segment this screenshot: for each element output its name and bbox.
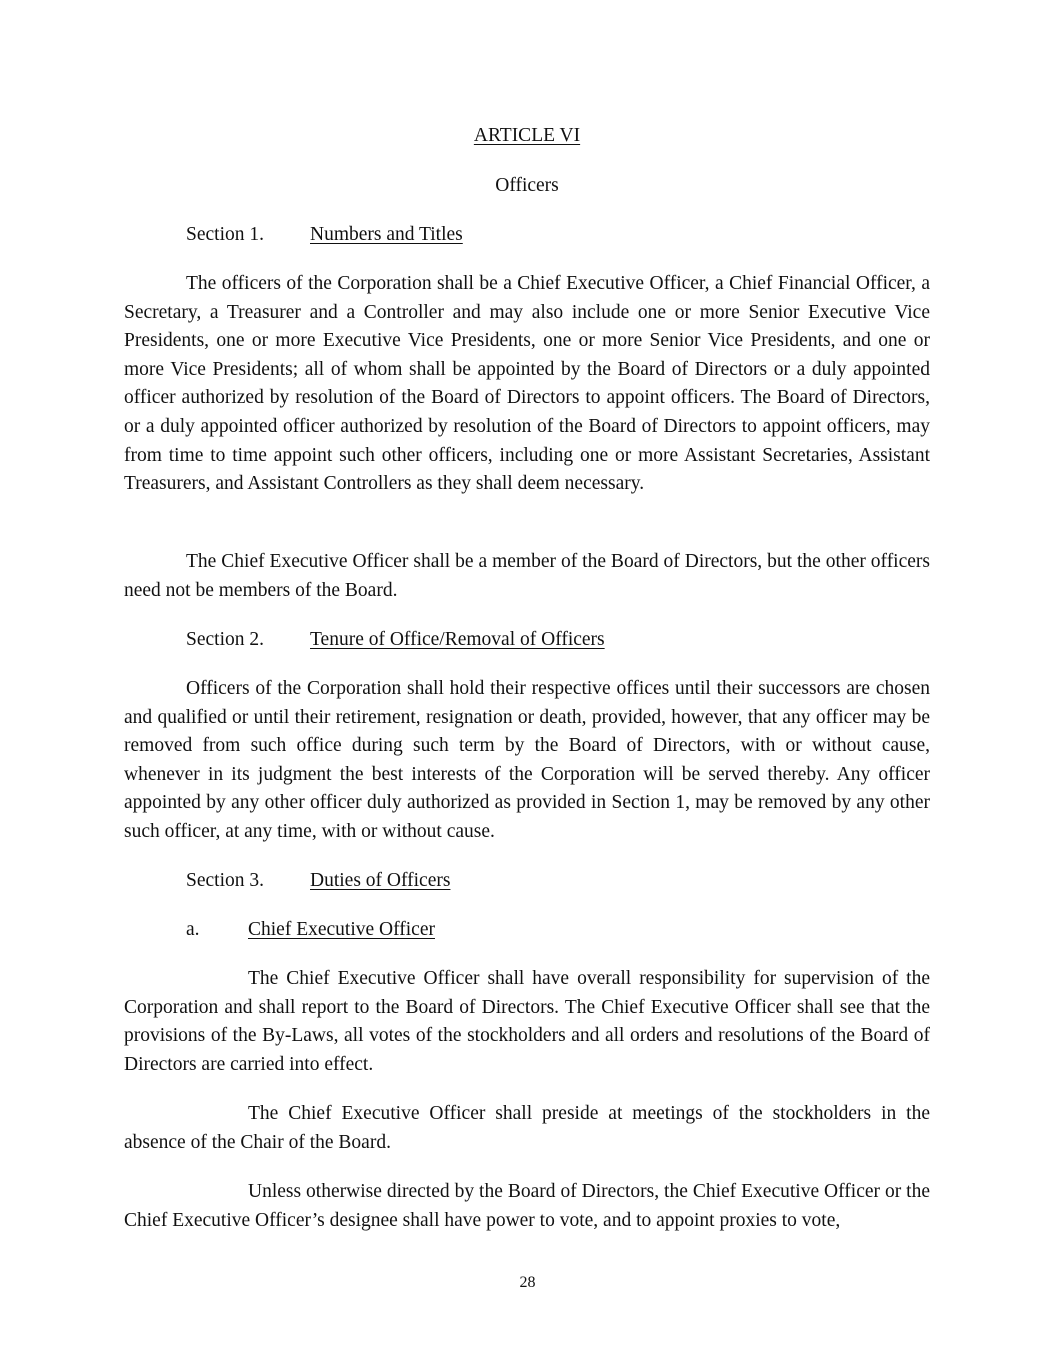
page-number: 28 [519,1274,536,1291]
section-1-paragraph-2: The Chief Executive Officer shall be a member of the Board of Directors, but the other officers need not be members of the Board. [124,551,930,601]
section-1-heading [186,221,463,249]
article-subtitle: Officers [495,175,559,196]
section-2-paragraph-1: Officers of the Corporation shall hold their respective offices until their successors are chosen and qualified or until their retirement, resignation or death, provided, however, that any officer may be removed from such office during such term by the Board of Directors, with or without cause, whenever in its judgment the best interests of the Corporation will be served thereby. Any officer appointed by any other officer duly authorized as provided in Section 1, may be removed by any other such officer, at any time, with or without cause. [124,678,930,842]
section-3a-heading [186,916,435,944]
section-3a-title: Chief Executive Officer [248,919,435,940]
article-title-text: ARTICLE VI [473,125,581,146]
section-3-heading [186,867,450,895]
section-3-title: Duties of Officers [310,870,451,891]
section-3a-paragraph-1: The Chief Executive Officer shall have overall responsibility for supervision of the Corporation and shall report to the Board of Directors. The Chief Executive Officer shall see that the provisions of the By-Laws, all votes of the stockholders and all orders and resolutions of the Board of Directors are carried into effect. [124,968,930,1075]
section-3a-paragraph-3: Unless otherwise directed by the Board of Directors, the Chief Executive Officer or the Chief Executive Officer’s designee shall have power to vote, and to appoint proxies to vote, [124,1181,930,1231]
article-title [124,122,930,150]
section-2-label: Section 2. [186,629,264,650]
section-1-title: Numbers and Titles [310,224,463,245]
section-2-title: Tenure of Office/Removal of Officers [310,629,605,650]
section-3a-paragraph-2: The Chief Executive Officer shall preside at meetings of the stockholders in the absence of the Chair of the Board. [124,1103,930,1153]
section-3a-label: a. [186,919,200,940]
section-2-heading [186,626,605,654]
section-1-label: Section 1. [186,224,264,245]
section-1-paragraph-1: The officers of the Corporation shall be a Chief Executive Officer, a Chief Financial Officer, a Secretary, a Treasurer and a Controller and may also include one or more Senior Executive Vice Presidents, one or more Executive Vice Presidents, one or more Senior Vice Presidents, and one or more Vice Presidents; all of whom shall be appointed by the Board of Directors or a duly appointed officer authorized by resolution of the Board of Directors to appoint officers. The Board of Directors, or a duly appointed officer authorized by resolution of the Board of Directors to appoint officers, may from time to time appoint such other officers, including one or more Assistant Secretaries, Assistant Treasurers, and Assistant Controllers as they shall deem necessary. [124,273,930,495]
section-3-label: Section 3. [186,870,264,891]
